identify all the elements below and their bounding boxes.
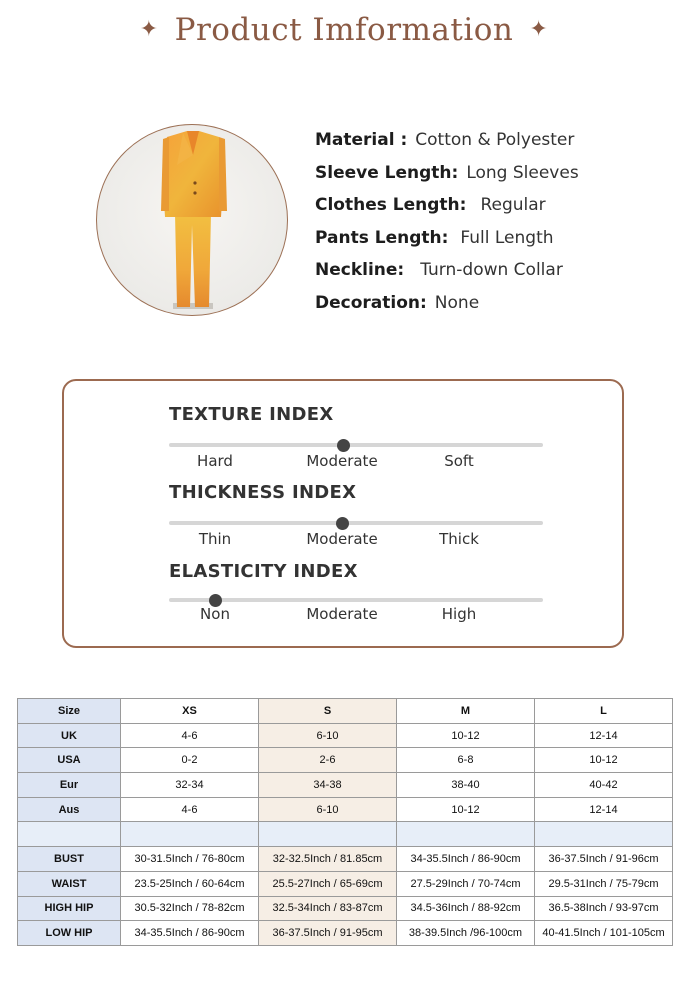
- table-cell: 12-14: [535, 723, 673, 748]
- scale-label-low: Hard: [197, 452, 233, 470]
- table-cell: 30-31.5Inch / 76-80cm: [121, 847, 259, 872]
- row-header: HIGH HIP: [18, 896, 121, 921]
- row-header: BUST: [18, 847, 121, 872]
- table-row: [18, 871, 673, 896]
- row-header: LOW HIP: [18, 921, 121, 946]
- table-cell: 27.5-29Inch / 70-74cm: [397, 871, 535, 896]
- suit-photo-icon: [97, 125, 287, 315]
- table-row: [18, 896, 673, 921]
- index-title: THICKNESS INDEX: [169, 482, 357, 503]
- table-cell: 6-8: [397, 748, 535, 773]
- table-cell: 34-38: [259, 773, 397, 798]
- table-row: [18, 847, 673, 872]
- sparkle-icon: ✦: [529, 17, 549, 42]
- table-cell: 12-14: [535, 797, 673, 822]
- table-row: [18, 723, 673, 748]
- spec-pants-length: Pants Length: Full Length: [315, 227, 554, 248]
- table-row: [18, 773, 673, 798]
- row-header: USA: [18, 748, 121, 773]
- table-header-cell: Size: [18, 699, 121, 724]
- table-header-cell: M: [397, 699, 535, 724]
- scale-label-high: High: [441, 605, 477, 623]
- spec-neckline: Neckline: Turn-down Collar: [315, 260, 563, 281]
- table-header-row: [18, 699, 673, 724]
- scale-label-mid: Moderate: [306, 605, 378, 623]
- table-cell: 38-40: [397, 773, 535, 798]
- row-header: UK: [18, 723, 121, 748]
- scale-label-high: Soft: [444, 452, 474, 470]
- table-header-cell: XS: [121, 699, 259, 724]
- table-cell: 4-6: [121, 723, 259, 748]
- table-cell: 36.5-38Inch / 93-97cm: [535, 896, 673, 921]
- row-header: Eur: [18, 773, 121, 798]
- scale-label-mid: Moderate: [306, 452, 378, 470]
- scale-label-mid: Moderate: [306, 530, 378, 548]
- spec-decoration: Decoration: None: [315, 292, 480, 313]
- fabric-index-panel: [62, 379, 624, 648]
- table-cell: 40-41.5Inch / 101-105cm: [535, 921, 673, 946]
- table-cell: 4-6: [121, 797, 259, 822]
- table-cell: 34.5-36Inch / 88-92cm: [397, 896, 535, 921]
- title-text: Product Imformation: [174, 12, 514, 48]
- table-row: [18, 748, 673, 773]
- table-header-cell: L: [535, 699, 673, 724]
- product-photo: [96, 124, 288, 316]
- table-cell: 0-2: [121, 748, 259, 773]
- slider-track: [169, 521, 543, 525]
- slider-knob: [336, 517, 349, 530]
- spec-clothes-length: Clothes Length: Regular: [315, 195, 546, 216]
- table-cell: 32-32.5Inch / 81.85cm: [259, 847, 397, 872]
- row-header: WAIST: [18, 871, 121, 896]
- table-header-cell: S: [259, 699, 397, 724]
- table-cell: 30.5-32Inch / 78-82cm: [121, 896, 259, 921]
- index-title: ELASTICITY INDEX: [169, 561, 358, 582]
- index-title: TEXTURE INDEX: [169, 404, 334, 425]
- table-cell: 36-37.5Inch / 91-95cm: [259, 921, 397, 946]
- slider-knob: [337, 439, 350, 452]
- row-header: Aus: [18, 797, 121, 822]
- size-chart: [17, 698, 673, 946]
- spec-material: Material : Cotton & Polyester: [315, 130, 575, 150]
- table-cell: 32.5-34Inch / 83-87cm: [259, 896, 397, 921]
- table-cell: 40-42: [535, 773, 673, 798]
- table-separator-row: [18, 822, 673, 847]
- table-cell: 10-12: [397, 723, 535, 748]
- table-cell: 10-12: [397, 797, 535, 822]
- table-cell: 34-35.5Inch / 86-90cm: [121, 921, 259, 946]
- table-cell: 10-12: [535, 748, 673, 773]
- table-cell: 6-10: [259, 723, 397, 748]
- table-cell: 32-34: [121, 773, 259, 798]
- table-cell: 34-35.5Inch / 86-90cm: [397, 847, 535, 872]
- table-cell: 29.5-31Inch / 75-79cm: [535, 871, 673, 896]
- table-cell: 38-39.5Inch /96-100cm: [397, 921, 535, 946]
- table-cell: 25.5-27Inch / 65-69cm: [259, 871, 397, 896]
- page-title: [0, 12, 688, 48]
- table-cell: 6-10: [259, 797, 397, 822]
- spec-list: [315, 126, 579, 322]
- slider-track: [169, 443, 543, 447]
- spec-sleeve-length: Sleeve Length: Long Sleeves: [315, 162, 579, 183]
- scale-label-high: Thick: [439, 530, 479, 548]
- table-cell: 2-6: [259, 748, 397, 773]
- table-row: [18, 921, 673, 946]
- slider-track: [169, 598, 543, 602]
- table-row: [18, 797, 673, 822]
- table-cell: 23.5-25Inch / 60-64cm: [121, 871, 259, 896]
- table-cell: 36-37.5Inch / 91-96cm: [535, 847, 673, 872]
- scale-label-low: Thin: [198, 530, 232, 548]
- scale-label-low: Non: [200, 605, 230, 623]
- sparkle-icon: ✦: [139, 17, 159, 42]
